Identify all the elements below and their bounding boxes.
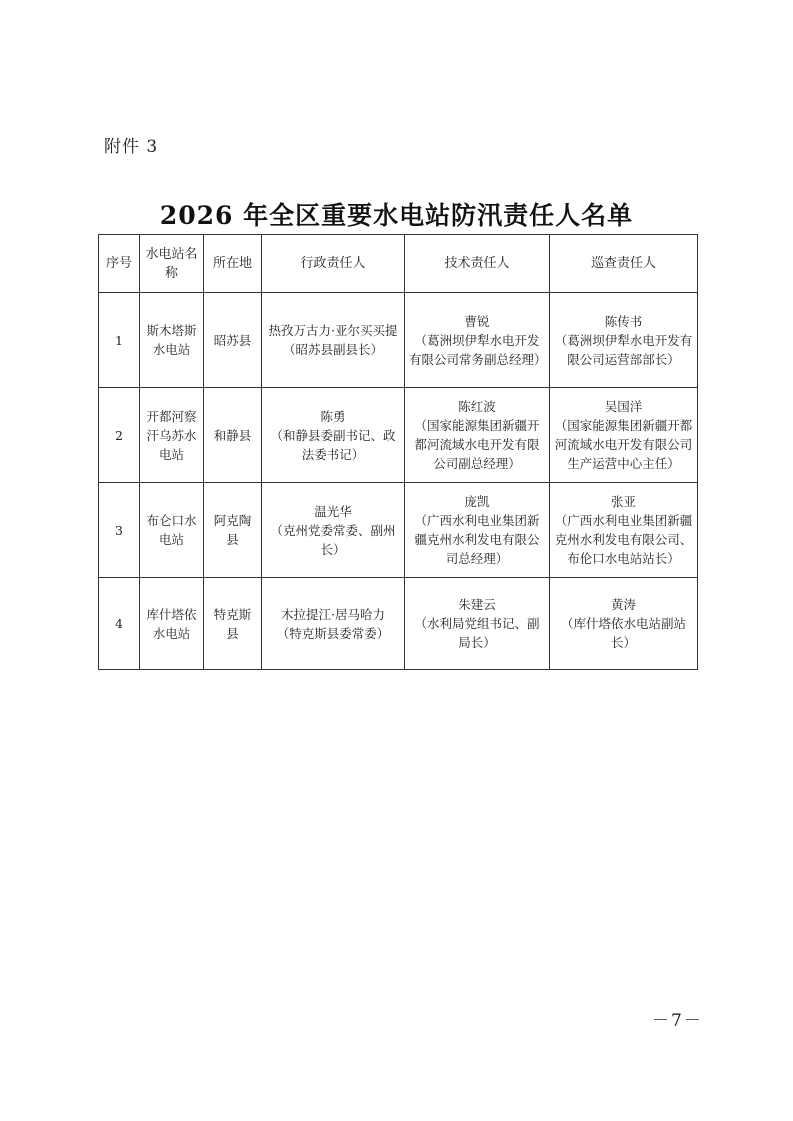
header-station: 水电站名称 — [140, 235, 204, 293]
station-name: 布仑口水电站 — [140, 483, 204, 578]
table-row — [99, 293, 698, 388]
admin-name: 热孜万古力·亚尔买买提 — [268, 323, 398, 338]
document-title: 2026 年全区重要水电站防汛责任人名单 — [159, 201, 634, 230]
station-location: 特克斯县 — [204, 578, 262, 670]
admin-name: 木拉提江·居马哈力 — [281, 606, 385, 622]
admin-name: 陈勇 — [320, 408, 346, 424]
tech-role: （广西水利电业集团新疆克州水利发电有限公司总经理） — [414, 513, 540, 566]
admin-person — [262, 293, 405, 388]
tech-person — [405, 578, 550, 670]
table-row — [99, 483, 698, 578]
table-row — [99, 388, 698, 483]
page-number: －7－ — [652, 1011, 703, 1031]
row-no: 4 — [99, 578, 140, 670]
table-header-row — [99, 235, 698, 293]
admin-role: （特克斯县委常委） — [276, 625, 390, 641]
tech-role: （国家能源集团新疆开都河流域水电开发有限公司副总经理） — [414, 418, 540, 471]
station-name: 斯木塔斯水电站 — [140, 293, 204, 388]
patrol-name: 吴国洋 — [604, 399, 643, 414]
patrol-role: （葛洲坝伊犁水电开发有限公司运营部部长） — [554, 332, 693, 367]
patrol-role: （国家能源集团新疆开都河流域水电开发有限公司生产运营中心主任） — [554, 418, 693, 471]
header-no: 序号 — [99, 235, 140, 293]
patrol-role: （库什塔依水电站副站长） — [560, 616, 686, 650]
admin-role: （和静县委副书记、政法委书记） — [270, 427, 396, 462]
tech-role: （水利局党组书记、副局长） — [414, 616, 540, 650]
admin-name: 温光华 — [314, 503, 352, 519]
patrol-person — [550, 293, 698, 388]
admin-person — [262, 578, 405, 670]
attachment-label: 附件 3 — [104, 137, 159, 157]
row-no: 2 — [99, 388, 140, 483]
header-patrol: 巡查责任人 — [550, 235, 698, 293]
station-location: 昭苏县 — [204, 293, 262, 388]
station-name: 库什塔依水电站 — [140, 578, 204, 670]
patrol-person — [550, 483, 698, 578]
patrol-name: 陈传书 — [604, 313, 643, 329]
responsible-persons-table — [98, 234, 698, 670]
station-name: 开都河察汗乌苏水电站 — [140, 388, 204, 483]
station-location: 阿克陶县 — [204, 483, 262, 578]
patrol-person — [550, 578, 698, 670]
row-no: 3 — [99, 483, 140, 578]
admin-role: （克州党委常委、副州长） — [270, 522, 396, 557]
patrol-name: 张亚 — [610, 494, 636, 509]
admin-person — [262, 483, 405, 578]
tech-person — [405, 293, 550, 388]
tech-person — [405, 483, 550, 578]
tech-name: 朱建云 — [458, 597, 496, 612]
row-no: 1 — [99, 293, 140, 388]
table-row — [99, 578, 698, 670]
tech-name: 陈红波 — [458, 399, 496, 414]
admin-person — [262, 388, 405, 483]
tech-person — [405, 388, 550, 483]
patrol-name: 黄涛 — [610, 597, 636, 612]
admin-role: （昭苏县副县长） — [282, 342, 383, 357]
header-tech: 技术责任人 — [405, 235, 550, 293]
tech-name: 曹锐 — [464, 313, 490, 329]
station-location: 和静县 — [204, 388, 262, 483]
header-location: 所在地 — [204, 235, 262, 293]
patrol-person — [550, 388, 698, 483]
tech-role: （葛洲坝伊犁水电开发有限公司常务副总经理） — [409, 332, 547, 367]
patrol-role: （广西水利电业集团新疆克州水利发电有限公司、布伦口水电站站长） — [554, 513, 693, 566]
tech-name: 庞凯 — [464, 494, 490, 509]
header-admin: 行政责任人 — [262, 235, 405, 293]
